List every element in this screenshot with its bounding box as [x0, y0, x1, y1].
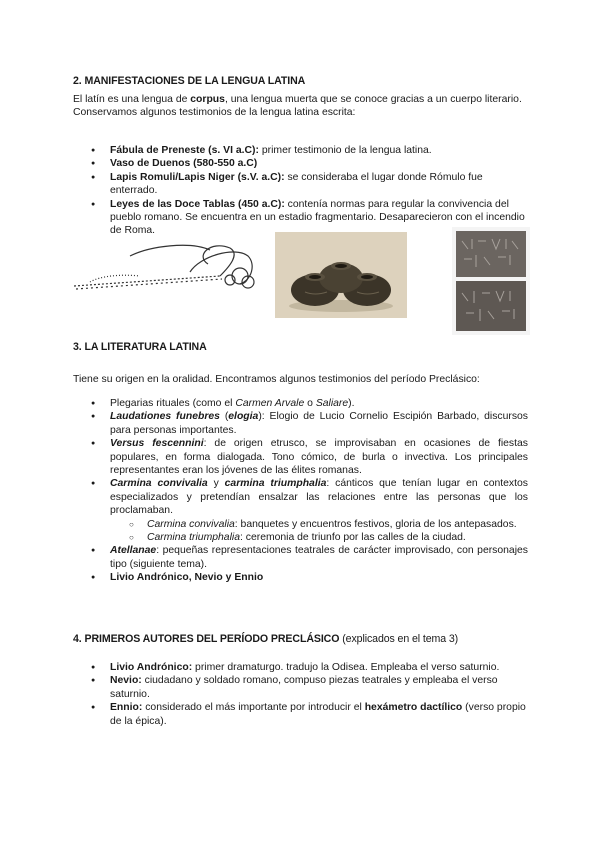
list-item: ● Lapis Romuli/Lapis Niger (s.V. a.C): se consideraba el lugar donde Rómulo fue enterrado.: [73, 171, 528, 198]
list-item: ● Livio Andrónico, Nevio y Ennio: [73, 571, 528, 584]
section-4-title: 4. PRIMEROS AUTORES DEL PERÍODO PRECLÁSICO (explicados en el tema 3): [73, 633, 459, 645]
list-item: ● Vaso de Duenos (580-550 a.C): [73, 157, 528, 170]
list-item: ● Ennio: considerado el más importante por introducir el hexámetro dactílico (verso propio de la épica).: [73, 701, 528, 728]
list-item: ○ Carmina triumphalia: ceremonia de triunfo por las calles de la ciudad.: [110, 531, 528, 544]
section-4-list: [73, 661, 528, 728]
section-2-list: [73, 144, 528, 238]
section-3-intro: Tiene su origen en la oralidad. Encontramos algunos testimonios del período Preclásico:: [73, 374, 480, 385]
list-item: ● Nevio: ciudadano y soldado romano, compuso piezas teatrales y empleaba el verso saturnio.: [73, 674, 528, 701]
list-item: ● Leyes de las Doce Tablas (450 a.C): contenía normas para regular la convivencia del pueblo romano. Se encuentra en un estadio fragmentario. Desaparecieron con el incendio de Roma.: [73, 198, 528, 238]
section-3-list: [73, 397, 528, 585]
lapis-niger-image: [452, 227, 530, 335]
list-item: ● Laudationes funebres (elogia): Elogio de Lucio Cornelio Escipión Barbado, discursos para personas importantes.: [73, 410, 528, 437]
list-item: ○ Carmina convivalia: banquetes y encuentros festivos, gloria de los antepasados.: [110, 518, 528, 531]
list-item: ● Fábula de Preneste (s. VI a.C): primer testimonio de la lengua latina.: [73, 144, 528, 157]
section-2-intro: El latín es una lengua de corpus, una lengua muerta que se conoce gracias a un cuerpo literario. Conservamos algunos testimonios de la lengua latina escrita:: [73, 94, 522, 119]
list-item: ● Carmina convivalia y carmina triumphalia: cánticos que tenían lugar en contextos especializados y pretendían ensalzar las relaciones entre las personas que los proclamaban. ○ Carmina convivalia: banquetes y encuentros festivos, gloria de los antepasados. ○ Carmina triumphalia: ceremonia de triunfo por las calles de la ciudad.: [73, 477, 528, 544]
list-item: ● Plegarias rituales (como el Carmen Arvale o Saliare).: [73, 397, 528, 410]
list-item: ● Versus fescennini: de origen etrusco, se improvisaban en ocasiones de fiestas populares, en forma dialogada. Tono cómico, de burla o invectiva. Los principales representantes eran los jóvenes de las élites romanas.: [73, 437, 528, 477]
section-2-title: 2. MANIFESTACIONES DE LA LENGUA LATINA: [73, 75, 306, 87]
list-item: ● Atellanae: pequeñas representaciones teatrales de carácter improvisado, con personajes tipo (siguiente tema).: [73, 544, 528, 571]
section-3-title: 3. LA LITERATURA LATINA: [73, 341, 207, 353]
sub-list: [110, 518, 528, 545]
duenos-vase-image: [275, 232, 407, 318]
list-item: ● Livio Andrónico: primer dramaturgo. tradujo la Odisea. Empleaba el verso saturnio.: [73, 661, 528, 674]
fibula-image: [70, 236, 260, 304]
